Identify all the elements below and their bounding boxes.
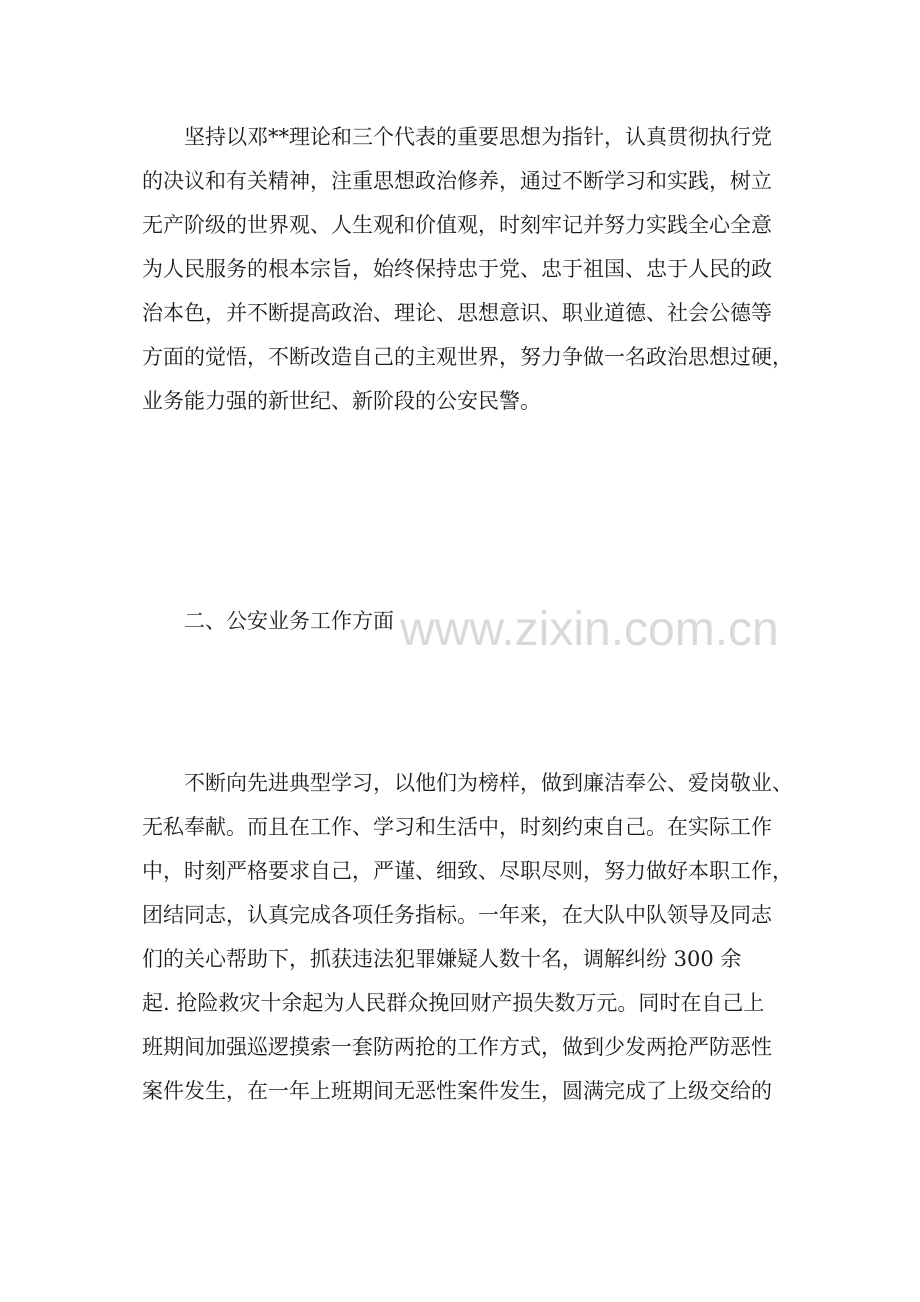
paragraph-line: 不断向先进典型学习，以他们为榜样，做到廉洁奉公、爱岗敬业、 xyxy=(184,771,793,795)
paragraph-police-work xyxy=(142,761,802,1113)
paragraph-line: 方面的觉悟，不断改造自己的主观世界，努力争做一名政治思想过硬， xyxy=(142,345,793,369)
paragraph-line: 的决议和有关精神，注重思想政治修养，通过不断学习和实践，树立 xyxy=(142,169,772,193)
paragraph-line: 班期间加强巡逻摸索一套防两抢的工作方式，做到少发两抢严防恶性 xyxy=(142,1035,772,1059)
paragraph-line: 无产阶级的世界观、人生观和价值观，时刻牢记并努力实践全心全意 xyxy=(142,213,772,237)
paragraph-line: 起. 抢险救灾十余起为人民群众挽回财产损失数万元。同时在自己上 xyxy=(142,991,765,1015)
paragraph-political-thought xyxy=(142,115,802,423)
paragraph-line: 团结同志，认真完成各项任务指标。一年来，在大队中队领导及同志 xyxy=(142,903,772,927)
paragraph-line: 中，时刻严格要求自己，严谨、细致、尽职尽则，努力做好本职工作， xyxy=(142,859,793,883)
section-heading-block xyxy=(142,599,802,643)
paragraph-line: 为人民服务的根本宗旨，始终保持忠于党、忠于祖国、忠于人民的政 xyxy=(142,257,772,281)
watermark: www.zixin.com.cn xyxy=(400,603,779,656)
paragraph-line: 们的关心帮助下，抓获违法犯罪嫌疑人数十名，调解纠纷 300 余 xyxy=(142,947,742,971)
paragraph-line: 无私奉献。而且在工作、学习和生活中，时刻约束自己。在实际工作 xyxy=(142,815,772,839)
paragraph-line: 案件发生，在一年上班期间无恶性案件发生，圆满完成了上级交给的 xyxy=(142,1079,772,1103)
paragraph-line: 坚持以邓**理论和三个代表的重要思想为指针，认真贯彻执行党 xyxy=(184,125,772,149)
paragraph-line: 业务能力强的新世纪、新阶段的公安民警。 xyxy=(142,389,541,413)
section-heading: 二、公安业务工作方面 xyxy=(184,609,394,633)
paragraph-line: 治本色，并不断提高政治、理论、思想意识、职业道德、社会公德等 xyxy=(142,301,772,325)
